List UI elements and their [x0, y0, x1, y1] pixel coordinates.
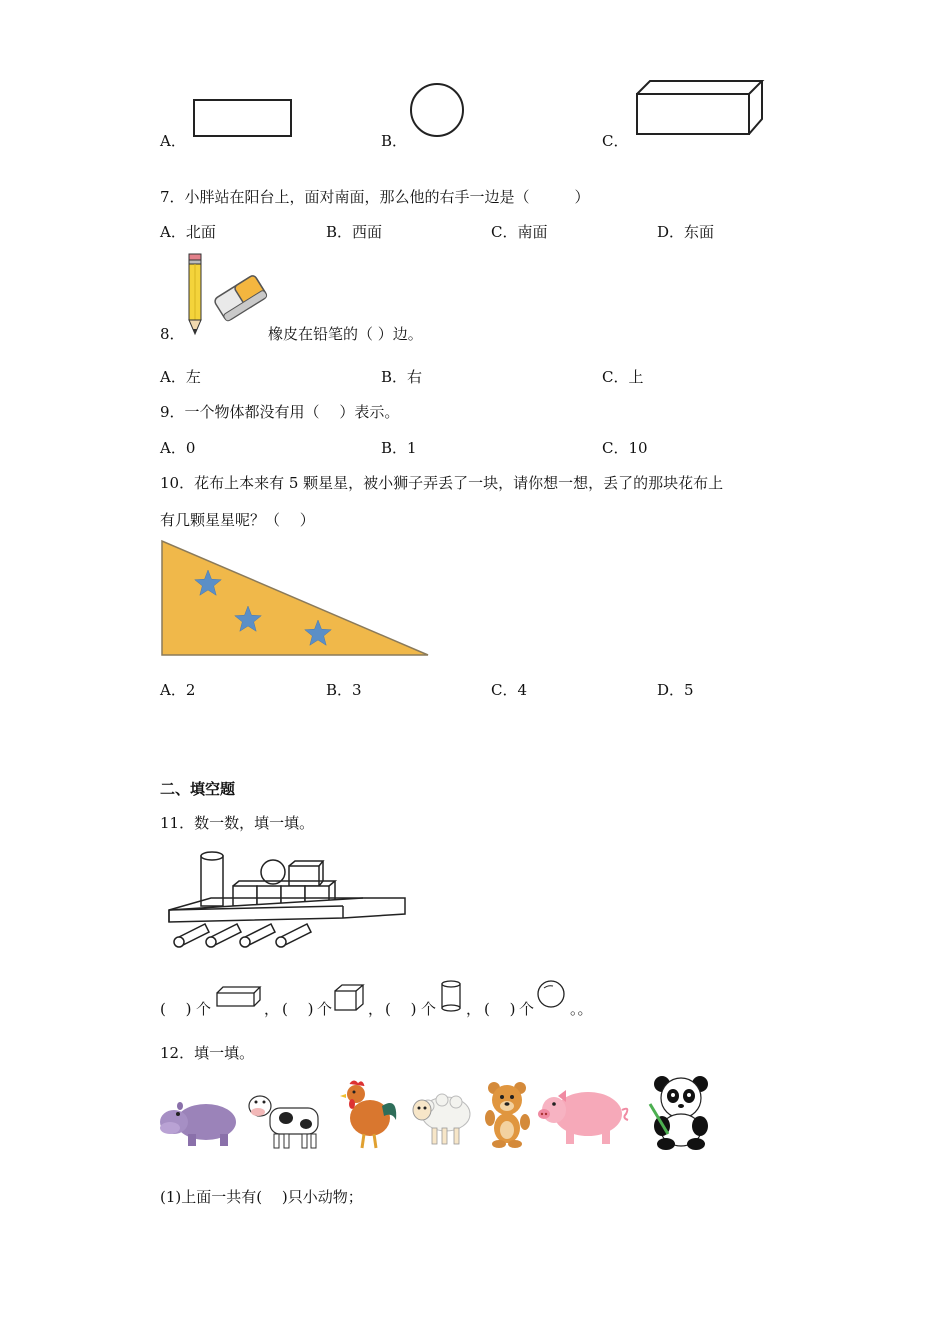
- q7-question: 7．小胖站在阳台上，面对南面，那么他的右手一边是（ ）: [160, 188, 590, 206]
- q10-option-a[interactable]: A．2: [160, 681, 196, 699]
- fabric-triangle-with-stars: [160, 539, 432, 659]
- q6-option-b[interactable]: B．: [381, 132, 408, 150]
- q11-comma-1: ，: [264, 1000, 280, 1018]
- q8-option-a[interactable]: A．左: [160, 368, 201, 386]
- section-heading-fill-in: 二、填空题: [160, 780, 236, 798]
- q10-question-line1: 10．花布上本来有 5 颗星星，被小狮子弄丢了一块，请你想一想，丢了的那块花布上: [160, 474, 724, 492]
- q11-end: 。。: [570, 1000, 593, 1018]
- q8-question: 橡皮在铅笔的（ ）边。: [268, 325, 423, 343]
- q10-option-c[interactable]: C．4: [491, 681, 528, 699]
- panda-icon: [646, 1074, 716, 1150]
- sheep-icon: [408, 1084, 474, 1150]
- toy-cart-figure: [163, 848, 411, 958]
- q7-option-d[interactable]: D．东面: [657, 223, 715, 241]
- pencil-icon: [186, 254, 204, 336]
- q9-question: 9．一个物体都没有用（ ）表示。: [160, 403, 400, 421]
- q11-blank-cuboid[interactable]: ( ): [160, 1000, 192, 1018]
- rooster-icon: [336, 1076, 402, 1150]
- q6-option-a[interactable]: A．: [160, 132, 186, 150]
- q7-option-a[interactable]: A．北面: [160, 223, 216, 241]
- q8-number: 8．: [160, 325, 185, 343]
- q11-unit-4: 个: [519, 1000, 535, 1018]
- rectangle-shape-icon: [193, 99, 293, 139]
- q11-blank-sphere[interactable]: ( ): [484, 1000, 516, 1018]
- q11-question: 11．数一数，填一填。: [160, 814, 315, 832]
- q11-blank-cube[interactable]: ( ): [282, 1000, 314, 1018]
- cuboid-icon: [216, 986, 262, 1008]
- hippo-icon: [158, 1092, 242, 1150]
- pig-icon: [536, 1084, 632, 1150]
- q7-option-c[interactable]: C．南面: [491, 223, 548, 241]
- bear-icon: [482, 1078, 532, 1150]
- q11-unit-1: 个: [196, 1000, 212, 1018]
- sphere-icon: [535, 980, 569, 1010]
- q9-option-c[interactable]: C．10: [602, 439, 648, 457]
- q10-option-d[interactable]: D．5: [657, 681, 694, 699]
- q11-blank-cylinder[interactable]: ( ): [385, 1000, 417, 1018]
- q11-comma-3: ，: [466, 1000, 482, 1018]
- q8-option-b[interactable]: B．右: [381, 368, 423, 386]
- q7-option-b[interactable]: B．西面: [326, 223, 383, 241]
- q9-option-b[interactable]: B．1: [381, 439, 417, 457]
- q10-option-b[interactable]: B．3: [326, 681, 362, 699]
- q9-option-a[interactable]: A．0: [160, 439, 196, 457]
- cube-icon: [334, 984, 366, 1012]
- q11-unit-2: 个: [317, 1000, 333, 1018]
- q11-unit-3: 个: [421, 1000, 437, 1018]
- eraser-icon: [213, 273, 269, 325]
- q11-comma-2: ，: [368, 1000, 384, 1018]
- q6-option-c[interactable]: C．: [602, 132, 629, 150]
- cylinder-icon: [440, 980, 464, 1012]
- q8-option-c[interactable]: C．上: [602, 368, 644, 386]
- cuboid-shape-icon: [636, 79, 766, 137]
- q12-sub1: (1)上面一共有( )只小动物；: [160, 1188, 363, 1206]
- q12-question: 12．填一填。: [160, 1044, 255, 1062]
- q10-question-line2: 有几颗星星呢？（ ）: [160, 511, 315, 529]
- circle-shape-icon: [409, 82, 467, 140]
- cow-icon: [246, 1090, 326, 1150]
